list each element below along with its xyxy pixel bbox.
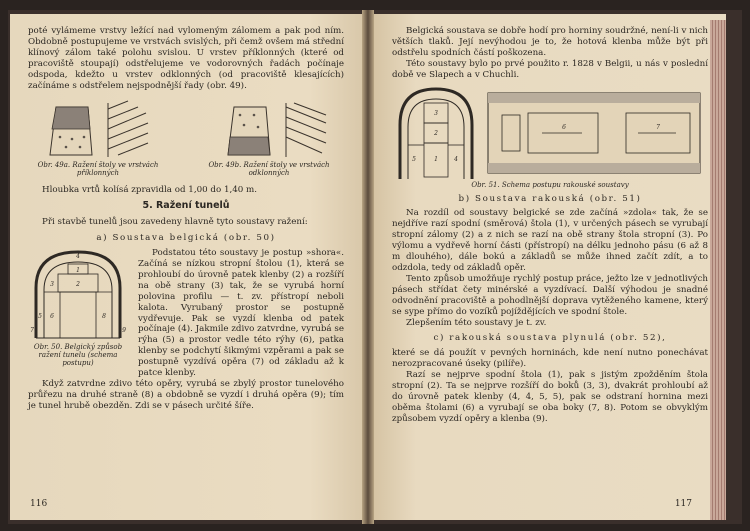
fig50-label: 4: [76, 253, 80, 261]
figure-49b-caption: Obr. 49b. Ražení štoly ve vrstvách odklonných: [208, 161, 330, 178]
fig51-label: 7: [656, 123, 660, 131]
figure-49: [28, 97, 344, 177]
fig51-label: 4: [454, 155, 458, 163]
paragraph: Podstatou této soustavy je postup »shora«. Začíná se nízkou stropní štolou (1), která se prohloubí do úrovně patek klenby (2) a rozšíří na obě strany (3) tak, že se vyrubá horní polovina profilu — t. zv. přístropí neboli kalota. Vyrubaný prostor se postupně vydřevuje. Pak se vyzdí klenba od patek počínaje (4). Jakmile zdivo zatvrdne, vyrubá se rýha (5) a prostor vedle této rýhy (6), patka klenby se podchytí šikmými vzpěrami a pak se postupně vyzdívá opěra (7) od základu až k patce klenby.: [138, 248, 344, 379]
figure-49a-caption: Obr. 49a. Ražení štoly ve vrstvách příklonných: [37, 161, 159, 178]
fig51-label: 3: [434, 109, 438, 117]
figure-50: [28, 248, 128, 379]
fig50-label: 8: [102, 313, 106, 321]
fig51-label: 5: [412, 155, 416, 163]
paragraph: Této soustavy bylo po prvé použito r. 1828 v Belgii, u nás v poslední době ve Slapech a v Chuchli.: [392, 58, 708, 80]
fig50-label: 7: [30, 327, 34, 335]
open-book: [8, 10, 742, 524]
paragraph: Na rozdíl od soustavy belgické se zde začíná »zdola« tak, že se nejdříve razí spodní (směrová) štola (1), v určených pásech se vyrubají stropní zálomy (2) a z nich se razí na obě strany štola stropní (3). Po výlomu a vydřevě horní části (přístropí) na délku jednoho pásu (6 až 8 m dlouhého), dále bokú a základů se může ihned začít zdít, a to odzdola, tedy od základů opěr.: [392, 208, 708, 273]
figure-51-drawing: [392, 85, 708, 181]
figure-49b: [194, 97, 344, 177]
paragraph: Razí se nejprve spodní štola (1), pak s jistým zpožděním štola stropní (2). Ta se nejprve rozšíří do boků (3, 3), dvakrát prohloubí až do úrovně patek klenby (4, 4, 5, 5), pak se odstraní hornina mezi oběma štolami (6) a vyrubají se oba boky (7, 8). Potom se obvyklým způsobem vyzdí opěry a klenba (9).: [392, 370, 708, 424]
fig50-label: 1: [76, 267, 80, 275]
paragraph: poté vylámeme vrstvy ležící nad vylomeným zálomem a pak pod ním. Obdobně postupujeme ve vrstvách svislých, při čemž ovšem má střední klínový zálom také polohu svislou. U vrstev příklonných (které od pracoviště stoupají) odstřelujeme ve vodorovných řadách počínaje odspoda, kdežto u vrstev odklonných (od pracoviště klesajících) začínáme s odstřelem nejspodnější řady (obr. 49).: [28, 26, 344, 91]
fig50-label: 5: [38, 313, 42, 321]
paragraph: Zlepšením této soustavy je t. zv.: [406, 317, 547, 328]
paragraph: Když zatvrdne zdivo této opěry, vyrubá se zbylý prostor tunelového průřezu na druhé straně (8) a obdobně se vyzdí i druhá opěra (9); tím je tunel hrubě obezděn. Zdi se v pásech určité šíře.: [28, 378, 344, 411]
fig50-label: 9: [122, 327, 126, 335]
subsection-heading: b) Soustava rakouská (obr. 51): [458, 193, 642, 204]
page-number: 117: [674, 499, 692, 510]
figure-51: [392, 85, 708, 189]
fig50-label: 6: [50, 313, 54, 321]
paragraph: Tento způsob umožňuje rychlý postup práce, ježto lze v jednotlivých pásech střídat čety minérské a vyzdívací. Další výhodou je snadné odvodnění pracoviště a pohodlnější doprava vytěženého kamene, který se sype přímo do vozíků pojíždějících ve spodní štole.: [392, 273, 708, 317]
subsection-heading: c) rakouská soustava plynulá (obr. 52),: [433, 333, 667, 344]
fig51-label: 1: [434, 155, 438, 163]
paragraph: Při stavbě tunelů jsou zavedeny hlavně tyto soustavy ražení:: [42, 217, 308, 228]
figure-49a: [28, 97, 168, 177]
subsection-heading: a) Soustava belgická (obr. 50): [96, 233, 276, 244]
fig51-label: 2: [434, 129, 438, 137]
fig50-label: 3: [50, 281, 54, 289]
figure-50-block: [28, 248, 344, 379]
figure-49b-drawing: [194, 97, 344, 161]
fig51-label: 6: [562, 123, 566, 131]
figure-49a-drawing: [28, 97, 168, 161]
figure-50-caption: Obr. 50. Belgický způsob ražení tunelu (schema postupu): [33, 343, 123, 368]
page-number: 116: [30, 499, 48, 510]
section-heading: 5. Ražení tunelů: [142, 200, 230, 212]
paragraph: Belgická soustava se dobře hodí pro horniny soudržné, není-li v nich větších tlaků. Její nevýhodou je to, že hotová klenba může být při odstřelu spodních částí poškozena.: [392, 26, 708, 58]
page-edge: [710, 20, 726, 520]
page-116: [10, 14, 362, 520]
figure-51-caption: Obr. 51. Schema postupu rakouské soustavy: [471, 180, 629, 189]
figure-50-drawing: [28, 248, 128, 340]
page-117: [374, 14, 726, 520]
book-spine: [362, 10, 374, 524]
paragraph: Hloubka vrtů kolísá zpravidla od 1,00 do 1,40 m.: [42, 185, 258, 196]
fig50-label: 2: [76, 281, 80, 289]
paragraph: které se dá použít v pevných horninách, kde není nutno ponechávat nerozpracované úseky (pilíře).: [392, 348, 708, 370]
